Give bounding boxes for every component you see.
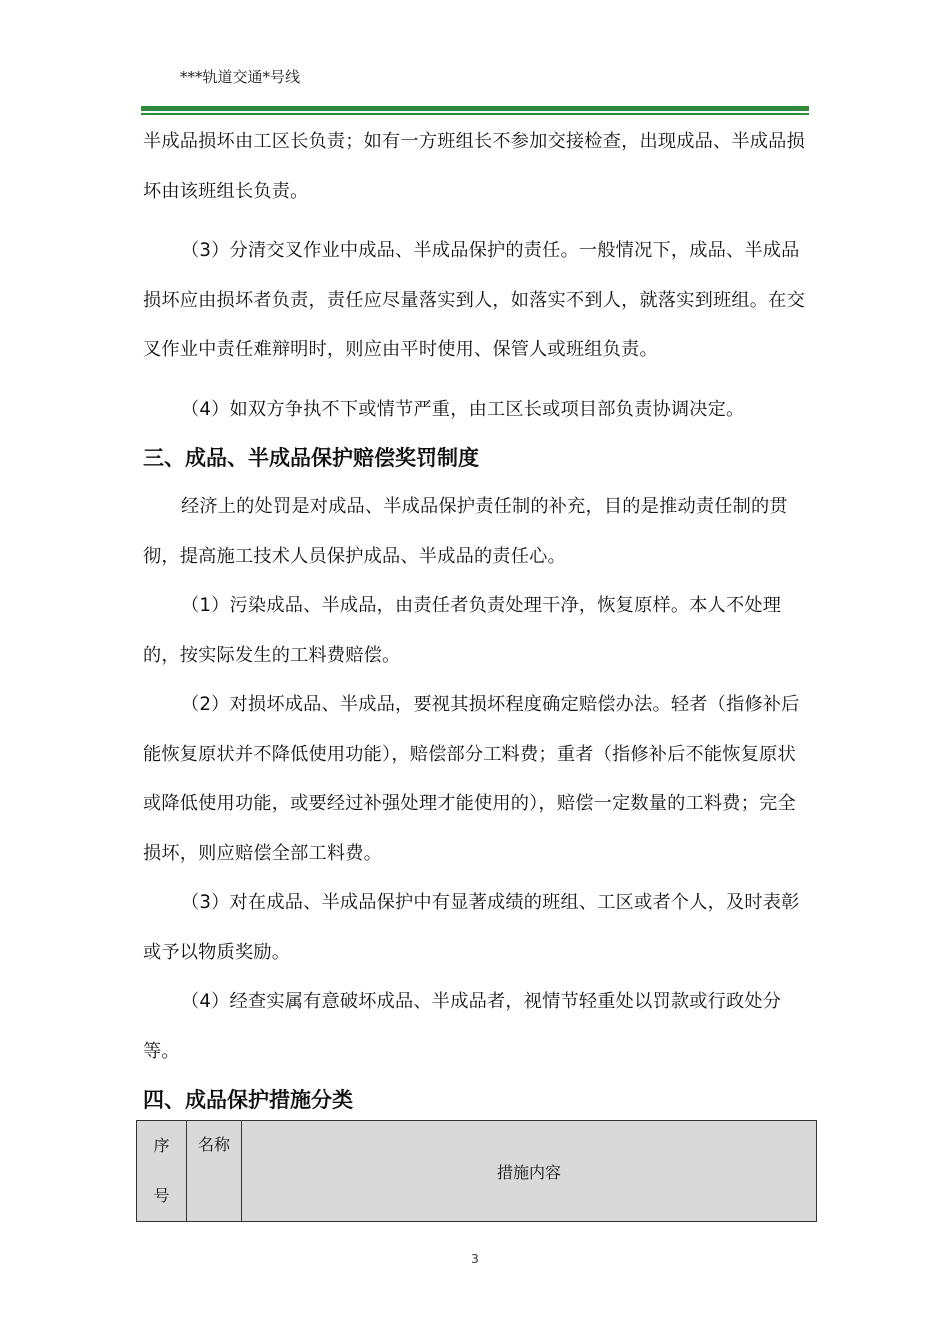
header-rule-thick: [141, 106, 809, 111]
header-cell-name: 名称: [187, 1121, 242, 1222]
paragraph-reward-3: （3）对在成品、半成品保护中有显著成绩的班组、工区或者个人，及时表彰或予以物质奖励。: [143, 892, 800, 963]
paragraph-item-3-cross-work: （3）分清交叉作业中成品、半成品保护的责任。一般情况下，成品、半成品损坏应由损坏者负责，责任应尽量落实到人，如落实不到人，就落实到班组。在交叉作业中责任难辩明时，则应由平时使用、保管人或班组负责。: [143, 240, 805, 360]
header-rule-thin: [141, 113, 809, 115]
table-header-row: [137, 1121, 817, 1222]
paragraph-penalty-4: （4）经查实属有意破坏成品、半成品者，视情节轻重处以罚款或行政处分等。: [143, 991, 782, 1062]
header-cell-number: 序号: [137, 1121, 187, 1222]
section-heading-4: 四、成品保护措施分类: [143, 1088, 353, 1112]
paragraph-penalty-intro: 经济上的处罚是对成品、半成品保护责任制的补充，目的是推动责任制的贯彻，提高施工技术人员保护成品、半成品的责任心。: [143, 496, 788, 567]
measures-table: [136, 1120, 817, 1222]
paragraph-penalty-1: （1）污染成品、半成品，由责任者负责处理干净，恢复原样。本人不处理的，按实际发生的工料费赔偿。: [143, 595, 782, 666]
page-number: 3: [471, 1252, 479, 1266]
paragraph-item-4-dispute: （4）如双方争执不下或情节严重，由工区长或项目部负责协调决定。: [181, 398, 745, 420]
header-cell-content: 措施内容: [242, 1121, 817, 1222]
paragraph-penalty-2: （2）对损坏成品、半成品，要视其损坏程度确定赔偿办法。轻者（指修补后能恢复原状并不降低使用功能），赔偿部分工料费；重者（指修补后不能恢复原状或降低使用功能，或要经过补强处理才能使用的），赔偿一定数量的工料费；完全损坏，则应赔偿全部工料费。: [143, 694, 800, 864]
section-heading-3: 三、成品、半成品保护赔偿奖罚制度: [143, 446, 479, 470]
paragraph-responsibility-handover: 半成品损坏由工区长负责；如有一方班组长不参加交接检查，出现成品、半成品损坏由该班组长负责。: [143, 131, 805, 202]
running-header: ***轨道交通*号线: [180, 68, 301, 86]
document-body: [143, 117, 809, 1124]
